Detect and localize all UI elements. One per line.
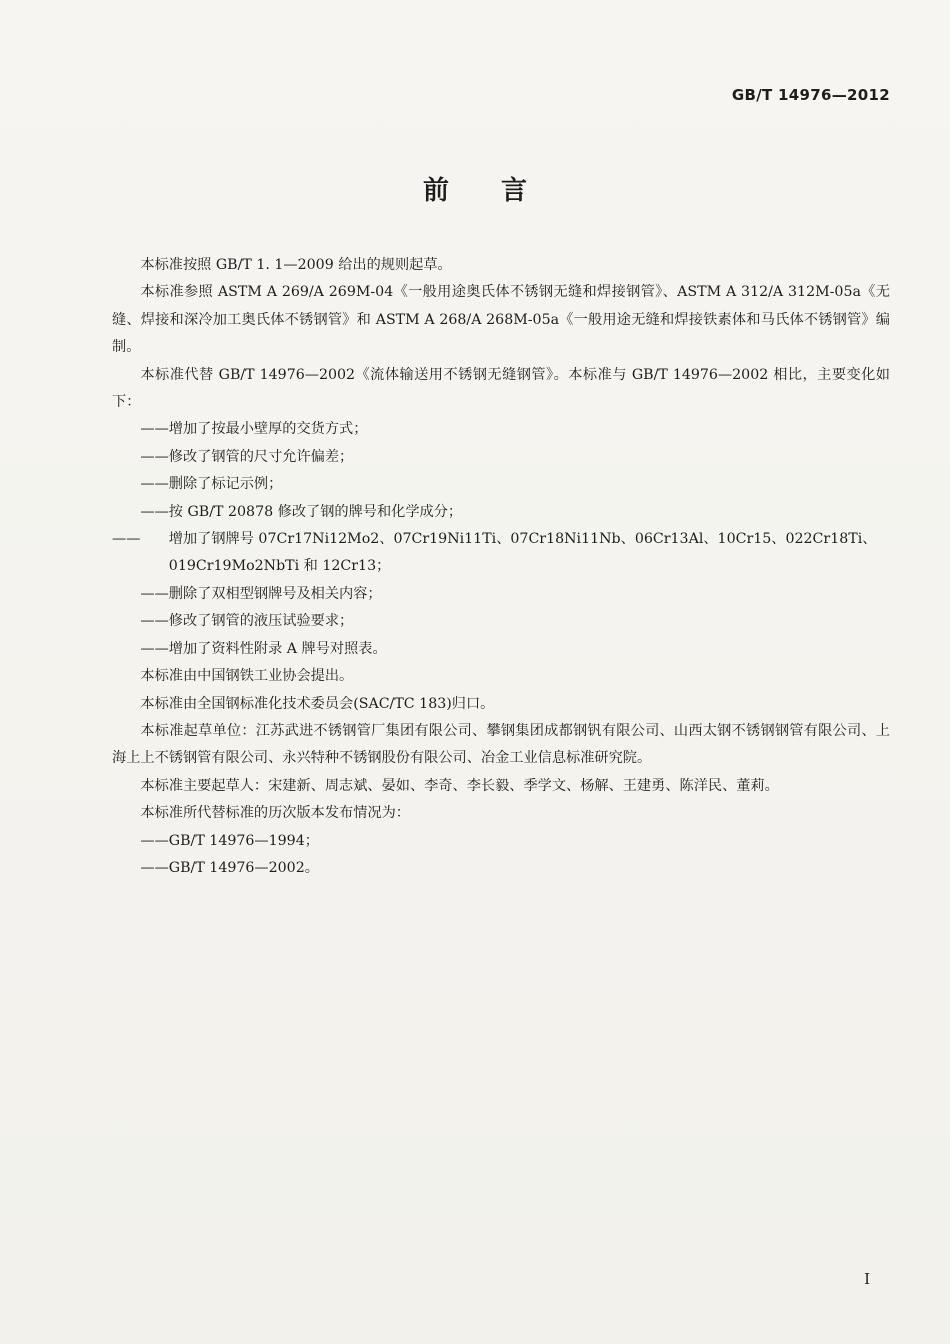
- paragraph-under-jurisdiction: 本标准由全国钢标准化技术委员会(SAC/TC 183)归口。: [140, 695, 495, 712]
- dash: ——: [140, 640, 169, 657]
- foreword-body: [112, 252, 890, 882]
- change-item: [112, 636, 890, 663]
- change-text: 增加了钢牌号 07Cr17Ni12Mo2、07Cr19Ni11Ti、07Cr18Ni11Nb、06Cr13Al、10Cr15、022Cr18Ti、019Cr19Mo2NbTi 和 12Cr13；: [168, 531, 877, 575]
- change-text: 按 GB/T 20878 修改了钢的牌号和化学成分；: [168, 503, 463, 520]
- paragraph-replaces: 本标准代替 GB/T 14976—2002《流体输送用不锈钢无缝钢管》。本标准与 GB/T 14976—2002 相比，主要变化如下：: [112, 366, 890, 411]
- dash: ——: [112, 531, 141, 548]
- dash: ——: [140, 448, 169, 465]
- dash: ——: [140, 832, 169, 849]
- dash: ——: [140, 476, 169, 493]
- change-item: [112, 499, 890, 526]
- history-item: [112, 828, 890, 855]
- change-item: [112, 526, 890, 581]
- change-item: [112, 471, 890, 498]
- dash: ——: [140, 421, 169, 438]
- page-number: I: [864, 1270, 870, 1288]
- change-item: [112, 581, 890, 608]
- change-item: [112, 444, 890, 471]
- change-text: 增加了资料性附录 A 牌号对照表。: [168, 640, 387, 657]
- history-item: [112, 855, 890, 882]
- paragraph-drafting-rules: 本标准按照 GB/T 1. 1—2009 给出的规则起草。: [140, 257, 452, 273]
- standard-code: GB/T 14976—2012: [731, 86, 890, 104]
- dash: ——: [140, 859, 169, 876]
- change-item: [112, 416, 890, 443]
- paragraph-history-intro: 本标准所代替标准的历次版本发布情况为：: [140, 805, 410, 822]
- change-text: 删除了标记示例；: [168, 476, 283, 493]
- history-text: GB/T 14976—2002。: [168, 859, 319, 876]
- paragraph-proposed-by: 本标准由中国钢铁工业协会提出。: [140, 668, 354, 685]
- dash: ——: [140, 503, 169, 520]
- history-text: GB/T 14976—1994；: [168, 832, 319, 849]
- paragraph-drafters: 本标准主要起草人：宋建新、周志斌、晏如、李奇、李长毅、季学文、杨解、王建勇、陈洋民、董莉。: [140, 777, 779, 794]
- dash: ——: [140, 585, 169, 602]
- dash: ——: [140, 613, 169, 630]
- change-text: 增加了按最小壁厚的交货方式；: [168, 421, 368, 438]
- page-title: 前言: [422, 176, 579, 206]
- change-text: 修改了钢管的液压试验要求；: [168, 613, 354, 630]
- paragraph-references: 本标准参照 ASTM A 269/A 269M-04《一般用途奥氏体不锈钢无缝和焊接钢管》、ASTM A 312/A 312M-05a《无缝、焊接和深冷加工奥氏体不锈钢管》和 ASTM A 268/A 268M-05a《一般用途无缝和焊接铁素体和马氏体不锈钢管》编制。: [112, 284, 890, 356]
- change-text: 删除了双相型钢牌号及相关内容；: [168, 585, 382, 602]
- change-text: 修改了钢管的尺寸允许偏差；: [168, 448, 354, 465]
- paragraph-drafting-units: 本标准起草单位：江苏武进不锈钢管厂集团有限公司、攀钢集团成都钢钒有限公司、山西太钢不锈钢钢管有限公司、上海上上不锈钢管有限公司、永兴特种不锈钢股份有限公司、冶金工业信息标准研究院。: [112, 722, 890, 767]
- change-item: [112, 608, 890, 635]
